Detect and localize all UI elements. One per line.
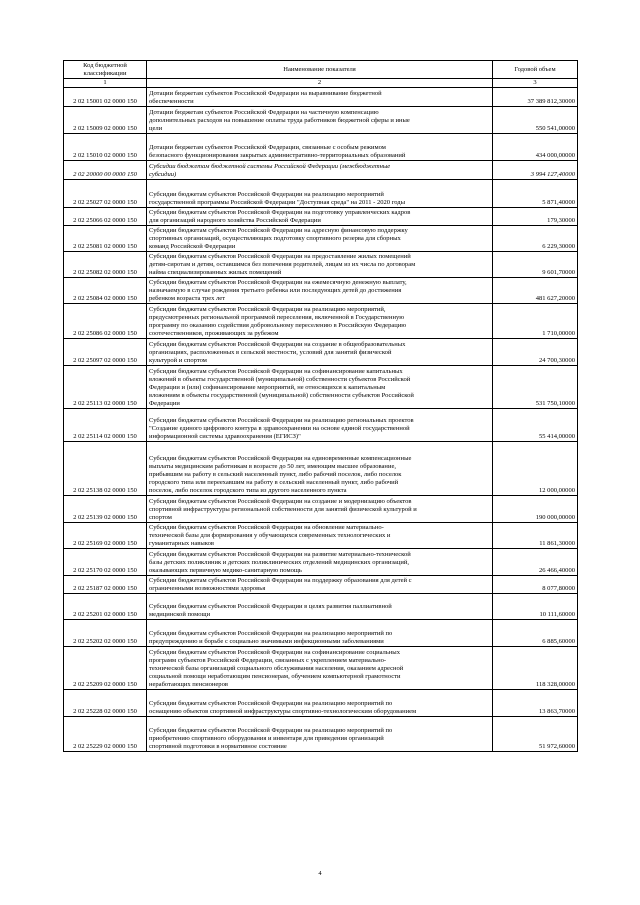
table-row (64, 717, 578, 752)
indicator-name-line: назначаемую в случае рождения третьего ребенка или последующих детей до достижения (149, 287, 402, 295)
indicator-name-line: государственной программы Российской Федерации "Доступная среда" на 2011 - 2020 годы (149, 199, 406, 207)
indicator-name-cell (147, 594, 493, 620)
budget-code-cell: 2 02 25086 02 0000 150 (64, 304, 147, 339)
table-row (64, 88, 578, 107)
table-row (64, 690, 578, 717)
table-row (64, 442, 578, 496)
budget-code-cell: 2 02 25138 02 0000 150 (64, 442, 147, 496)
table-row (64, 134, 578, 161)
indicator-name-line: социальной помощи неработающим пенсионерам, обучением компьютерной грамотности (149, 673, 401, 681)
budget-code-cell: 2 02 25170 02 0000 150 (64, 549, 147, 576)
indicator-name-cell (147, 442, 493, 496)
indicator-name-line: программ субъектов Российской Федерации, связанных с укреплением материально- (149, 657, 387, 665)
indicator-name-line: технической базы для формирования у обучающихся современных технологических и (149, 532, 391, 540)
indicator-name-cell (147, 647, 493, 690)
budget-code-cell: 2 02 25081 02 0000 150 (64, 226, 147, 252)
indicator-name-line: спортивных организаций, осуществляющих подготовку спортивного резерва для сборных (149, 235, 401, 243)
indicator-name-line: Субсидии бюджетам субъектов Российской Федерации на реализацию региональных проектов (149, 417, 414, 425)
indicator-name-line: Дотации бюджетам субъектов Российской Федерации на частичную компенсацию (149, 109, 379, 117)
table-row (64, 409, 578, 442)
budget-code-cell: 2 02 25139 02 0000 150 (64, 496, 147, 523)
annual-volume-cell: 24 700,30000 (493, 339, 578, 366)
annual-volume-cell: 190 000,00000 (493, 496, 578, 523)
annual-volume-cell: 10 111,60000 (493, 594, 578, 620)
indicator-name-line: информационной системы здравоохранения (ЕГИСЗ)" (149, 433, 301, 441)
indicator-name-line: Субсидии бюджетам субъектов Российской Федерации на единовременные компенсационные (149, 455, 412, 463)
indicator-name-cell (147, 339, 493, 366)
indicator-name-line: Субсидии бюджетам бюджетной системы Российской Федерации (межбюджетные (149, 163, 391, 171)
indicator-name-line: Субсидии бюджетам субъектов Российской Федерации на адресную финансовую поддержку (149, 227, 408, 235)
column-number: 3 (493, 79, 578, 88)
budget-code-cell: 2 02 25097 02 0000 150 (64, 339, 147, 366)
indicator-name-line: поселок, либо поселок городского типа из другого населенного пункта (149, 487, 347, 495)
indicator-name-cell (147, 208, 493, 226)
table-row (64, 594, 578, 620)
indicator-name-line: команд Российской Федерации (149, 243, 236, 251)
budget-code-cell: 2 02 25202 02 0000 150 (64, 620, 147, 647)
indicator-name-line: программу по оказанию содействия добровольному переселению в Российскую Федерацию (149, 322, 407, 330)
budget-code-cell: 2 02 25084 02 0000 150 (64, 278, 147, 304)
annual-volume-cell: 8 077,80000 (493, 576, 578, 594)
table-row (64, 278, 578, 304)
annual-volume-cell: 9 601,70000 (493, 252, 578, 278)
header-name: Наименование показателя (147, 61, 493, 79)
budget-code-cell: 2 02 25066 02 0000 150 (64, 208, 147, 226)
budget-code-cell: 2 02 20000 00 0000 150 (64, 161, 147, 180)
table-row (64, 366, 578, 409)
annual-volume-cell: 434 000,00000 (493, 134, 578, 161)
indicator-name-line: дополнительных расходов на повышение оплаты труда работников бюджетной сферы и иные (149, 117, 410, 125)
indicator-name-line: предупреждению и борьбе с социально значимыми инфекционными заболеваниями (149, 638, 384, 646)
indicator-name-line: Субсидии бюджетам субъектов Российской Федерации на реализацию мероприятий по (149, 700, 393, 708)
indicator-name-line: ограниченными возможностями здоровья (149, 585, 266, 593)
indicator-name-line: Субсидии бюджетам субъектов Российской Федерации на обновление материально- (149, 524, 384, 532)
table-row (64, 252, 578, 278)
indicator-name-line: обеспеченности (149, 98, 194, 106)
indicator-name-line: Субсидии бюджетам субъектов Российской Федерации на создание в общеобразовательных (149, 341, 406, 349)
indicator-name-line: оснащению объектов спортивной инфраструктуры спортивно-технологическим оборудованием (149, 708, 417, 716)
indicator-name-line: городского типа или переехавшим на работу в сельский населенный пункт, либо рабочий (149, 479, 399, 487)
budget-code-cell: 2 02 25229 02 0000 150 (64, 717, 147, 752)
page-number: 4 (318, 870, 322, 877)
budget-code-cell: 2 02 25187 02 0000 150 (64, 576, 147, 594)
indicator-name-line: гуманитарных навыков (149, 540, 214, 548)
indicator-name-cell (147, 620, 493, 647)
budget-code-cell: 2 02 15010 02 0000 150 (64, 134, 147, 161)
indicator-name-line: Субсидии бюджетам субъектов Российской Федерации на создание и модернизацию объектов (149, 498, 412, 506)
indicator-name-line: Субсидии бюджетам субъектов Российской Федерации на реализацию мероприятий по (149, 727, 393, 735)
indicator-name-cell (147, 717, 493, 752)
table-row (64, 107, 578, 134)
budget-table (63, 60, 578, 752)
indicator-name-line: вложений в объекты государственной (муниципальной) собственности субъектов Российской (149, 376, 411, 384)
column-number: 1 (64, 79, 147, 88)
indicator-name-line: неработающих пенсионеров (149, 681, 228, 689)
indicator-name-line: Субсидии бюджетам субъектов Российской Федерации на софинансирование капитальных (149, 368, 403, 376)
annual-volume-cell: 26 466,40000 (493, 549, 578, 576)
indicator-name-line: ребенком возраста трех лет (149, 295, 226, 303)
table-row (64, 523, 578, 549)
indicator-name-line: прибывшим на работу в сельский населенный пункт, либо рабочий поселок, либо поселок (149, 471, 402, 479)
table-row (64, 304, 578, 339)
indicator-name-line: спортивной инфраструктуры региональной собственности для занятий физической культурой и (149, 506, 417, 514)
indicator-name-cell (147, 304, 493, 339)
indicator-name-cell (147, 409, 493, 442)
indicator-name-line: для организаций народного хозяйства Российской Федерации (149, 217, 321, 225)
annual-volume-cell: 6 885,60000 (493, 620, 578, 647)
indicator-name-line: Субсидии бюджетам субъектов Российской Федерации на подготовку управленческих кадров (149, 209, 411, 217)
indicator-name-cell (147, 690, 493, 717)
annual-volume-cell: 1 710,00000 (493, 304, 578, 339)
indicator-name-line: безопасного функционирования закрытых административно-территориальных образований (149, 152, 406, 160)
indicator-name-line: спортивной подготовки в нормативное состояние (149, 743, 287, 751)
budget-code-cell: 2 02 25169 02 0000 150 (64, 523, 147, 549)
annual-volume-cell: 51 972,60000 (493, 717, 578, 752)
indicator-name-cell (147, 88, 493, 107)
indicator-name-cell (147, 549, 493, 576)
table-row (64, 180, 578, 208)
indicator-name-line: организациях, расположенных в сельской местности, условий для занятий физической (149, 349, 392, 357)
annual-volume-cell: 3 994 127,40000 (493, 161, 578, 180)
indicator-name-line: Субсидии бюджетам субъектов Российской Федерации на софинансирование социальных (149, 649, 400, 657)
indicator-name-line: Субсидии бюджетам субъектов Российской Федерации на развитие материально-технической (149, 551, 411, 559)
indicator-name-line: выплаты медицинским работникам в возрасте до 50 лет, имеющим высшее образование, (149, 463, 396, 471)
indicator-name-line: Федерации (149, 400, 180, 408)
indicator-name-line: Субсидии бюджетам субъектов Российской Федерации на реализацию мероприятий, (149, 306, 386, 314)
table-row (64, 647, 578, 690)
annual-volume-cell: 37 389 812,30000 (493, 88, 578, 107)
annual-volume-cell: 55 414,00000 (493, 409, 578, 442)
budget-code-cell: 2 02 15009 02 0000 150 (64, 107, 147, 134)
annual-volume-cell: 481 627,20000 (493, 278, 578, 304)
indicator-name-line: Субсидии бюджетам субъектов Российской Федерации на поддержку образования для детей с (149, 577, 412, 585)
indicator-name-cell (147, 226, 493, 252)
indicator-name-line: найма специализированных жилых помещений (149, 269, 282, 277)
budget-code-cell: 2 02 25113 02 0000 150 (64, 366, 147, 409)
indicator-name-line: культурой и спортом (149, 357, 207, 365)
indicator-name-line: Субсидии бюджетам субъектов Российской Федерации на реализацию мероприятий по (149, 630, 393, 638)
table-row (64, 576, 578, 594)
annual-volume-cell: 13 863,70000 (493, 690, 578, 717)
column-number-row (64, 79, 578, 88)
indicator-name-cell (147, 576, 493, 594)
indicator-name-line: предусмотренных региональной программой переселения, включенной в Государственную (149, 314, 405, 322)
table-row (64, 161, 578, 180)
annual-volume-cell: 6 229,30000 (493, 226, 578, 252)
indicator-name-line: вложениям в объекты государственной (муниципальной) собственности субъектов Российской (149, 392, 414, 400)
indicator-name-cell (147, 278, 493, 304)
indicator-name-line: субсидии) (149, 171, 177, 179)
budget-code-cell: 2 02 25114 02 0000 150 (64, 409, 147, 442)
indicator-name-line: Федерации и (или) софинансирование мероприятий, не относящихся к капитальным (149, 384, 386, 392)
indicator-name-line: приобретению спортивного оборудования и инвентаря для приведения организаций (149, 735, 384, 743)
annual-volume-cell: 179,30000 (493, 208, 578, 226)
column-number: 2 (147, 79, 493, 88)
table-row (64, 620, 578, 647)
indicator-name-line: Субсидии бюджетам субъектов Российской Федерации на предоставление жилых помещений (149, 253, 411, 261)
indicator-name-line: детям-сиротам и детям, оставшимся без попечения родителей, лицам из их числа по договорам (149, 261, 416, 269)
indicator-name-line: Дотации бюджетам субъектов Российской Федерации, связанные с особым режимом (149, 144, 386, 152)
indicator-name-line: Субсидии бюджетам субъектов Российской Федерации в целях развития паллиативной (149, 603, 392, 611)
indicator-name-line: базы детских поликлиник и детских поликлинических отделений медицинских организаций, (149, 559, 409, 567)
indicator-name-cell (147, 161, 493, 180)
budget-code-cell: 2 02 15001 02 0000 150 (64, 88, 147, 107)
indicator-name-line: "Создание единого цифрового контура в здравоохранении на основе единой государственной (149, 425, 410, 433)
indicator-name-line: Субсидии бюджетам субъектов Российской Федерации на ежемесячную денежную выплату, (149, 279, 407, 287)
indicator-name-line: соотечественников, проживающих за рубежом (149, 330, 279, 338)
indicator-name-cell (147, 180, 493, 208)
budget-code-cell: 2 02 25027 02 0000 150 (64, 180, 147, 208)
indicator-name-cell (147, 252, 493, 278)
header-volume: Годовой объем (493, 61, 578, 79)
header-code: Код бюджетной классификации (64, 61, 147, 79)
budget-code-cell: 2 02 25209 02 0000 150 (64, 647, 147, 690)
annual-volume-cell: 12 000,00000 (493, 442, 578, 496)
indicator-name-cell (147, 134, 493, 161)
indicator-name-line: Дотации бюджетам субъектов Российской Федерации на выравнивание бюджетной (149, 90, 382, 98)
header-row (64, 61, 578, 79)
indicator-name-cell (147, 496, 493, 523)
indicator-name-line: оказывающих первичную медико-санитарную помощь (149, 567, 302, 575)
budget-code-cell: 2 02 25228 02 0000 150 (64, 690, 147, 717)
table-row (64, 549, 578, 576)
indicator-name-line: технической базы организаций социального обслуживания населения, оказанием адресной (149, 665, 404, 673)
table-row (64, 496, 578, 523)
table-body (64, 88, 578, 752)
annual-volume-cell: 550 541,00000 (493, 107, 578, 134)
indicator-name-line: медицинской помощи (149, 611, 211, 619)
annual-volume-cell: 11 861,30000 (493, 523, 578, 549)
budget-code-cell: 2 02 25082 02 0000 150 (64, 252, 147, 278)
annual-volume-cell: 5 871,40000 (493, 180, 578, 208)
annual-volume-cell: 118 328,00000 (493, 647, 578, 690)
indicator-name-cell (147, 107, 493, 134)
indicator-name-cell (147, 366, 493, 409)
table-row (64, 339, 578, 366)
table-row (64, 208, 578, 226)
indicator-name-line: цели (149, 125, 163, 133)
annual-volume-cell: 531 750,10000 (493, 366, 578, 409)
table-row (64, 226, 578, 252)
indicator-name-cell (147, 523, 493, 549)
indicator-name-line: Субсидии бюджетам субъектов Российской Федерации на реализацию мероприятий (149, 191, 384, 199)
budget-code-cell: 2 02 25201 02 0000 150 (64, 594, 147, 620)
indicator-name-line: спортом (149, 514, 172, 522)
